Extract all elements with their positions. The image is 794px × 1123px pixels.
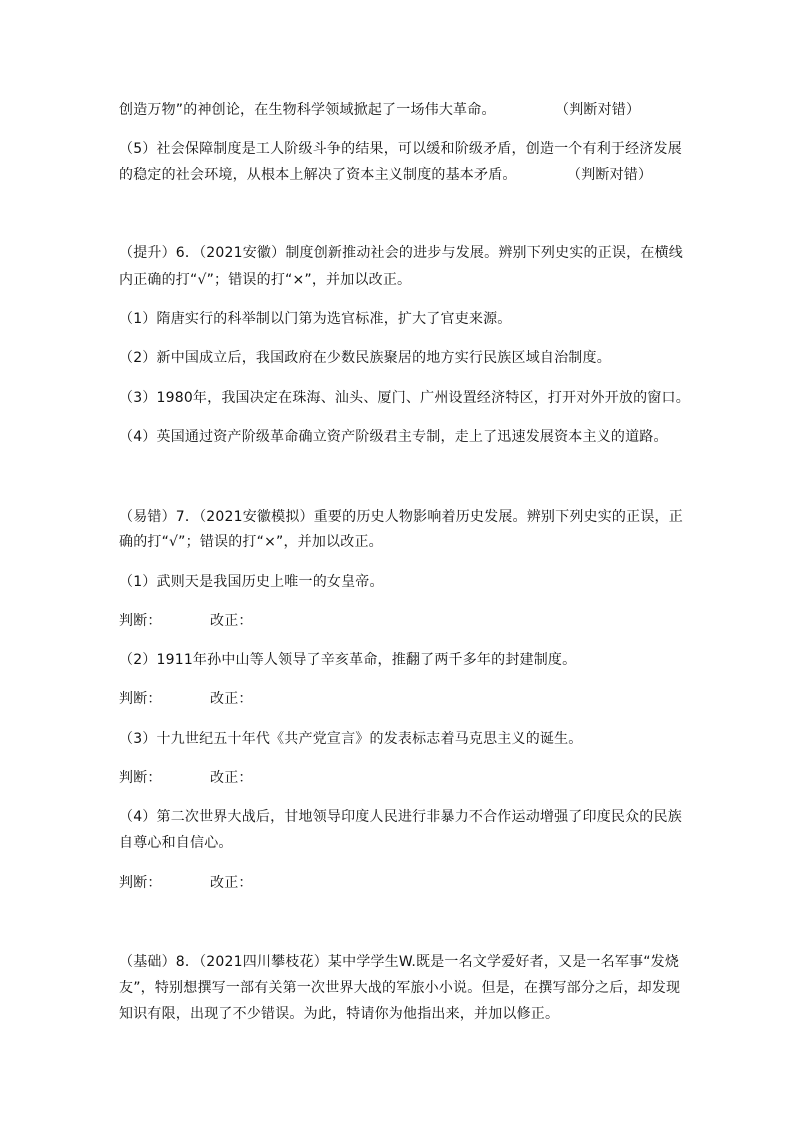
judge-tag: （判断对错）	[567, 167, 653, 183]
q6-item-4: （4）英国通过资产阶级革命确立资产阶级君主专制，走上了迅速发展资本主义的道路。	[119, 429, 668, 445]
judge-tag: （判断对错）	[555, 102, 641, 118]
judge-correct-row-4	[119, 874, 253, 892]
judge-correct-row-1	[119, 612, 253, 630]
item5-line1: （5）社会保障制度是工人阶级斗争的结果，可以缓和阶级矛盾，创造一个有利于经济发展	[119, 141, 682, 157]
q7-item-4-line2: 自尊心和自信心。	[119, 835, 233, 851]
q7-stem-line2: 确的打“√”；错误的打“×”，并加以改正。	[119, 534, 383, 550]
judge-label: 判断：	[119, 875, 162, 891]
judge-label: 判断：	[119, 691, 162, 707]
statement-text: 创造万物”的神创论，在生物科学领域掀起了一场伟大革命。	[119, 102, 496, 118]
judge-label: 判断：	[119, 613, 162, 629]
correct-label: 改正：	[210, 691, 253, 707]
q6-stem-line1: （提升）6．（2021安徽）制度创新推动社会的进步与发展。辨别下列史实的正误，在横线	[119, 245, 683, 261]
q7-item-3: （3）十九世纪五十年代《共产党宣言》的发表标志着马克思主义的诞生。	[119, 731, 583, 747]
correct-label: 改正：	[210, 875, 253, 891]
q7-stem-line1: （易错）7．（2021安徽模拟）重要的历史人物影响着历史发展。辨别下列史实的正误，正	[119, 509, 683, 525]
q4-continuation-line	[119, 101, 641, 119]
q7-item-4-line1: （4）第二次世界大战后，甘地领导印度人民进行非暴力不合作运动增强了印度民众的民族	[119, 809, 682, 825]
q6-item-3: （3）1980年，我国决定在珠海、汕头、厦门、广州设置经济特区，打开对外开放的窗口。	[119, 390, 690, 406]
statement-text: 的稳定的社会环境，从根本上解决了资本主义制度的基本矛盾。	[119, 167, 517, 183]
q8-line1: （基础）8．（2021四川攀枝花）某中学学生W.既是一名文学爱好者，又是一名军事“发烧	[119, 954, 680, 970]
correct-label: 改正：	[210, 770, 253, 786]
judge-correct-row-2	[119, 690, 253, 708]
q7-item-1: （1）武则天是我国历史上唯一的女皇帝。	[119, 574, 384, 590]
judge-label: 判断：	[119, 770, 162, 786]
q6-stem-line2: 内正确的打“√”；错误的打“×”，并加以改正。	[119, 272, 412, 288]
judge-correct-row-3	[119, 769, 253, 787]
q8-line3: 知识有限，出现了不少错误。为此，特请你为他指出来，并加以修正。	[119, 1006, 560, 1022]
q7-item-2: （2）1911年孙中山等人领导了辛亥革命，推翻了两千多年的封建制度。	[119, 652, 577, 668]
q6-item-1: （1）隋唐实行的科举制以门第为选官标准，扩大了官吏来源。	[119, 311, 512, 327]
correct-label: 改正：	[210, 613, 253, 629]
q6-item-2: （2）新中国成立后，我国政府在少数民族聚居的地方实行民族区域自治制度。	[119, 350, 611, 366]
item5-line2	[119, 166, 653, 184]
q8-line2: 友”，特别想撰写一部有关第一次世界大战的军旅小小说。但是，在撰写部分之后，却发现	[119, 980, 681, 996]
